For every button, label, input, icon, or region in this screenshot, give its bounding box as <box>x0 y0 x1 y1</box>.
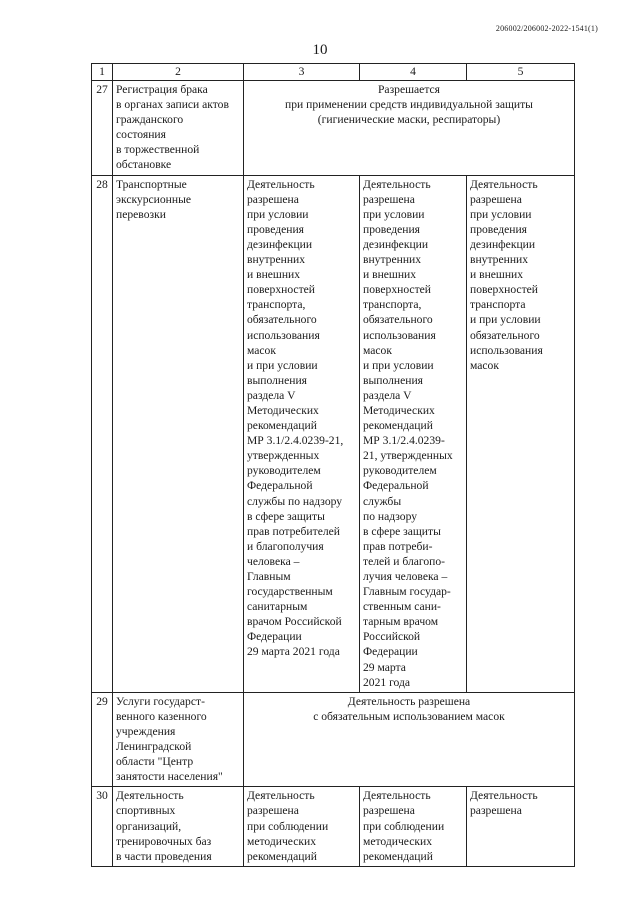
text-line: 2021 года <box>363 675 411 689</box>
text-line: с обязательным использованием масок <box>313 709 505 723</box>
text-line: человека – <box>247 554 300 568</box>
text-line: Регистрация брака <box>116 83 208 96</box>
header-col-5: 5 <box>467 64 575 81</box>
activity-name <box>113 175 244 692</box>
text-line: дезинфекции <box>247 237 313 251</box>
table-row-29 <box>92 692 575 787</box>
text-line: транспорта, <box>247 298 306 312</box>
text-line: транспорта <box>470 298 526 312</box>
text-line: Федеральной <box>363 479 429 493</box>
text-line: раздела V <box>247 388 296 402</box>
text-line: обстановке <box>116 158 172 172</box>
text-line: тарным врачом <box>363 615 439 629</box>
text-line: при соблюдении <box>247 819 329 833</box>
text-line: врачом Российской <box>247 615 342 629</box>
text-line: в органах записи актов <box>116 98 229 112</box>
text-line: дезинфекции <box>363 237 429 251</box>
text-line: службы по надзору <box>247 494 343 508</box>
text-line: рекомендаций <box>247 849 317 863</box>
text-line: при соблюдении <box>363 819 445 833</box>
text-line: в части проведения <box>116 849 212 863</box>
text-line: и при условии <box>247 358 318 372</box>
text-line: перевозки <box>116 207 166 221</box>
text-line: МР 3.1/2.4.0239-21, <box>247 434 344 448</box>
conditions-col-4 <box>360 787 467 866</box>
text-line: Методических <box>363 403 435 417</box>
text-line: рекомендаций <box>247 419 317 433</box>
text-line: масок <box>470 358 499 372</box>
text-line: выполнения <box>247 373 307 387</box>
text-line: в сфере защиты <box>247 509 325 523</box>
text-line: организаций, <box>116 819 182 833</box>
text-line: телей и благопо- <box>363 554 446 568</box>
text-line: Федерации <box>363 645 418 659</box>
text-line: обязательного <box>363 313 433 327</box>
text-line: при условии <box>470 207 532 221</box>
text-line: и внешних <box>247 268 301 282</box>
text-line: разрешена <box>363 804 415 818</box>
text-line: и внешних <box>470 268 524 282</box>
text-line: рекомендаций <box>363 849 433 863</box>
text-line: раздела V <box>363 388 412 402</box>
table-row-27 <box>92 81 575 176</box>
text-line: руководителем <box>363 464 437 478</box>
text-line: Российской <box>363 630 421 644</box>
text-line: методических <box>247 834 317 848</box>
text-line: Главным государ- <box>363 585 451 599</box>
text-line: при применении средств индивидуальной защиты <box>285 98 533 112</box>
text-line: состояния <box>116 128 166 142</box>
row-number: 28 <box>92 175 113 692</box>
text-line: поверхностей <box>363 283 432 297</box>
text-line: масок <box>363 343 392 357</box>
conditions-col-3 <box>244 175 360 692</box>
page-number: 10 <box>312 42 328 58</box>
text-line: лучия человека – <box>363 570 448 583</box>
text-line: государственным <box>247 585 333 599</box>
activity-name <box>113 787 244 866</box>
text-line: прав потреби- <box>363 539 433 553</box>
text-line: ственным сани- <box>363 600 441 614</box>
text-line: занятости населения" <box>116 770 223 784</box>
text-line: МР 3.1/2.4.0239- <box>363 434 445 448</box>
header-col-1: 1 <box>92 64 113 81</box>
text-line: Федеральной <box>247 479 313 493</box>
merged-conditions <box>244 692 575 787</box>
header-col-4: 4 <box>360 64 467 81</box>
text-line: 29 марта 2021 года <box>247 645 340 659</box>
text-line: Деятельность <box>247 789 315 803</box>
text-line: использования <box>363 328 436 342</box>
row-number: 27 <box>92 81 113 176</box>
text-line: масок <box>247 343 276 357</box>
text-line: санитарным <box>247 600 308 614</box>
text-line: и при условии <box>470 313 541 327</box>
text-line: Деятельность <box>363 177 431 191</box>
text-line: спортивных <box>116 804 176 818</box>
text-line: разрешена <box>470 804 522 818</box>
header-col-2: 2 <box>113 64 244 81</box>
text-line: проведения <box>363 222 420 236</box>
text-line: венного казенного <box>116 709 207 723</box>
text-line: (гигиенические маски, респираторы) <box>317 113 501 127</box>
table-row-28 <box>92 175 575 692</box>
text-line: использования <box>247 328 320 342</box>
text-line: и внешних <box>363 268 417 282</box>
text-line: учреждения <box>116 724 176 738</box>
text-line: обязательного <box>470 328 540 342</box>
text-line: Ленинградской <box>116 740 192 754</box>
text-line: выполнения <box>363 373 423 387</box>
text-line: разрешена <box>363 192 415 206</box>
text-line: внутренних <box>363 253 422 267</box>
text-line: проведения <box>247 222 304 236</box>
text-line: Федерации <box>247 630 302 644</box>
text-line: Разрешается <box>377 83 441 96</box>
text-line: тренировочных баз <box>116 834 212 848</box>
text-line: внутренних <box>470 253 529 267</box>
text-line: 29 марта <box>363 660 406 674</box>
text-line: руководителем <box>247 464 321 478</box>
text-line: в сфере защиты <box>363 524 441 538</box>
conditions-col-5 <box>467 787 575 866</box>
text-line: обязательного <box>247 313 317 327</box>
text-line: и при условии <box>363 358 434 372</box>
text-line: методических <box>363 834 433 848</box>
text-line: Деятельность <box>470 789 538 803</box>
text-line: поверхностей <box>247 283 316 297</box>
conditions-col-3 <box>244 787 360 866</box>
text-line: рекомендаций <box>363 419 433 433</box>
text-line: в торжественной <box>116 143 200 157</box>
text-line: Деятельность <box>116 789 184 803</box>
activity-name <box>113 692 244 787</box>
text-line: дезинфекции <box>470 237 536 251</box>
row-number: 29 <box>92 692 113 787</box>
text-line: 21, утвержденных <box>363 449 453 463</box>
activity-name <box>113 81 244 176</box>
conditions-col-4 <box>360 175 467 692</box>
text-line: прав потребителей <box>247 524 340 538</box>
conditions-col-5 <box>467 175 575 692</box>
text-line: службы <box>363 494 402 508</box>
header-row <box>92 64 575 81</box>
row-number: 30 <box>92 787 113 866</box>
text-line: области "Центр <box>116 755 194 769</box>
text-line: разрешена <box>247 804 299 818</box>
text-line: разрешена <box>470 192 522 206</box>
text-line: гражданского <box>116 113 184 127</box>
text-line: Деятельность <box>247 177 315 191</box>
text-line: транспорта, <box>363 298 422 312</box>
text-line: Деятельность <box>363 789 431 803</box>
header-col-3: 3 <box>244 64 360 81</box>
text-line: внутренних <box>247 253 306 267</box>
text-line: проведения <box>470 222 527 236</box>
text-line: Главным <box>247 570 291 583</box>
text-line: при условии <box>247 207 309 221</box>
text-line: Услуги государст- <box>116 694 205 708</box>
text-line: по надзору <box>363 509 418 523</box>
text-line: и благополучия <box>247 539 324 553</box>
text-line: экскурсионные <box>116 192 192 206</box>
table-row-30 <box>92 787 575 866</box>
document-code: 206002/206002-2022-1541(1) <box>495 24 598 33</box>
text-line: Транспортные <box>116 177 187 191</box>
text-line: поверхностей <box>470 283 539 297</box>
text-line: разрешена <box>247 192 299 206</box>
text-line: Методических <box>247 403 319 417</box>
text-line: Деятельность разрешена <box>347 694 471 708</box>
merged-conditions <box>244 81 575 176</box>
text-line: Деятельность <box>470 177 538 191</box>
regulation-table <box>91 63 575 867</box>
text-line: использования <box>470 343 543 357</box>
text-line: утвержденных <box>247 449 320 463</box>
text-line: при условии <box>363 207 425 221</box>
